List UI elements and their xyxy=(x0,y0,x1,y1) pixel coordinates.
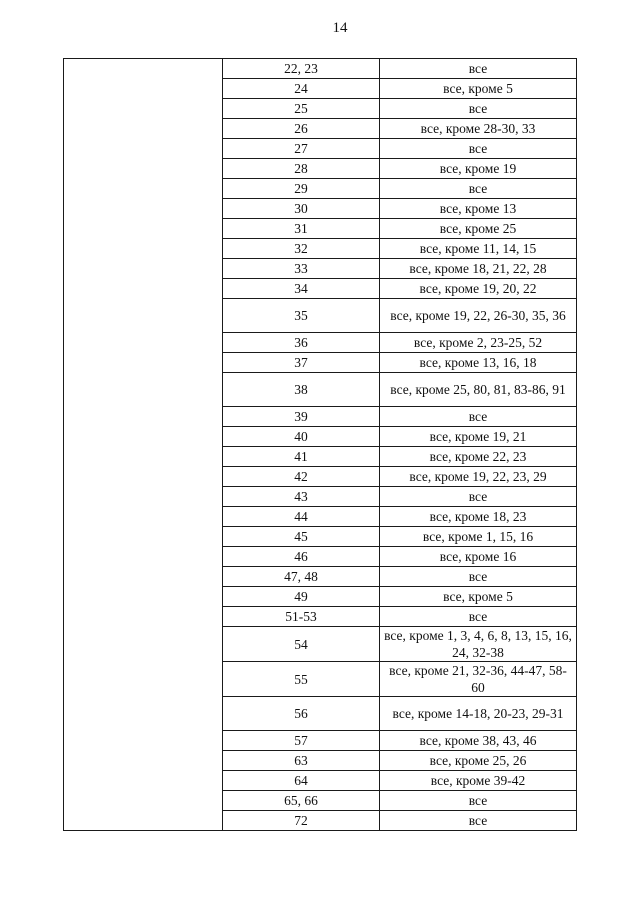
row-value-cell: все, кроме 14-18, 20-23, 29-31 xyxy=(380,697,577,731)
row-value-cell: все xyxy=(380,811,577,831)
row-number-cell: 32 xyxy=(223,239,380,259)
row-value-cell: все xyxy=(380,407,577,427)
row-number-cell: 41 xyxy=(223,447,380,467)
row-number-cell: 40 xyxy=(223,427,380,447)
row-value-cell: все xyxy=(380,791,577,811)
row-number-cell: 30 xyxy=(223,199,380,219)
row-value-cell: все, кроме 25, 80, 81, 83-86, 91 xyxy=(380,373,577,407)
row-number-cell: 64 xyxy=(223,771,380,791)
row-number-cell: 39 xyxy=(223,407,380,427)
row-number-cell: 49 xyxy=(223,587,380,607)
row-value-cell: все, кроме 18, 21, 22, 28 xyxy=(380,259,577,279)
row-number-cell: 36 xyxy=(223,333,380,353)
row-number-cell: 42 xyxy=(223,467,380,487)
row-number-cell: 31 xyxy=(223,219,380,239)
row-number-cell: 72 xyxy=(223,811,380,831)
row-number-cell: 43 xyxy=(223,487,380,507)
row-number-cell: 38 xyxy=(223,373,380,407)
row-value-cell: все xyxy=(380,59,577,79)
row-value-cell: все, кроме 19, 21 xyxy=(380,427,577,447)
row-number-cell: 54 xyxy=(223,627,380,662)
row-number-cell: 47, 48 xyxy=(223,567,380,587)
row-value-cell: все xyxy=(380,179,577,199)
row-number-cell: 56 xyxy=(223,697,380,731)
row-number-cell: 29 xyxy=(223,179,380,199)
row-value-cell: все, кроме 39-42 xyxy=(380,771,577,791)
row-value-cell: все, кроме 25 xyxy=(380,219,577,239)
row-number-cell: 44 xyxy=(223,507,380,527)
row-value-cell: все xyxy=(380,139,577,159)
table-row xyxy=(64,59,577,79)
row-number-cell: 65, 66 xyxy=(223,791,380,811)
row-number-cell: 51-53 xyxy=(223,607,380,627)
row-value-cell: все xyxy=(380,607,577,627)
row-value-cell: все, кроме 25, 26 xyxy=(380,751,577,771)
row-value-cell: все, кроме 13 xyxy=(380,199,577,219)
row-value-cell: все, кроме 1, 15, 16 xyxy=(380,527,577,547)
row-value-cell: все, кроме 28-30, 33 xyxy=(380,119,577,139)
row-value-cell: все, кроме 13, 16, 18 xyxy=(380,353,577,373)
row-value-cell: все, кроме 1, 3, 4, 6, 8, 13, 15, 16, 24, 32-38 xyxy=(380,627,577,662)
row-value-cell: все, кроме 5 xyxy=(380,79,577,99)
row-number-cell: 63 xyxy=(223,751,380,771)
row-number-cell: 57 xyxy=(223,731,380,751)
row-number-cell: 26 xyxy=(223,119,380,139)
row-value-cell: все xyxy=(380,487,577,507)
row-number-cell: 35 xyxy=(223,299,380,333)
row-value-cell: все, кроме 5 xyxy=(380,587,577,607)
row-value-cell: все, кроме 19, 22, 26-30, 35, 36 xyxy=(380,299,577,333)
row-number-cell: 33 xyxy=(223,259,380,279)
row-value-cell: все, кроме 19 xyxy=(380,159,577,179)
row-value-cell: все xyxy=(380,567,577,587)
row-number-cell: 55 xyxy=(223,662,380,697)
table-body xyxy=(64,59,577,831)
row-value-cell: все, кроме 2, 23-25, 52 xyxy=(380,333,577,353)
row-number-cell: 28 xyxy=(223,159,380,179)
row-value-cell: все, кроме 19, 22, 23, 29 xyxy=(380,467,577,487)
data-table xyxy=(63,58,577,831)
page-number: 14 xyxy=(332,20,348,36)
row-value-cell: все, кроме 16 xyxy=(380,547,577,567)
row-number-cell: 27 xyxy=(223,139,380,159)
row-value-cell: все, кроме 19, 20, 22 xyxy=(380,279,577,299)
row-number-cell: 22, 23 xyxy=(223,59,380,79)
row-value-cell: все, кроме 22, 23 xyxy=(380,447,577,467)
row-number-cell: 34 xyxy=(223,279,380,299)
row-value-cell: все xyxy=(380,99,577,119)
row-number-cell: 25 xyxy=(223,99,380,119)
row-value-cell: все, кроме 11, 14, 15 xyxy=(380,239,577,259)
row-number-cell: 37 xyxy=(223,353,380,373)
row-number-cell: 24 xyxy=(223,79,380,99)
row-value-cell: все, кроме 18, 23 xyxy=(380,507,577,527)
row-number-cell: 45 xyxy=(223,527,380,547)
empty-first-column-cell xyxy=(64,59,223,831)
row-value-cell: все, кроме 38, 43, 46 xyxy=(380,731,577,751)
row-value-cell: все, кроме 21, 32-36, 44-47, 58-60 xyxy=(380,662,577,697)
row-number-cell: 46 xyxy=(223,547,380,567)
